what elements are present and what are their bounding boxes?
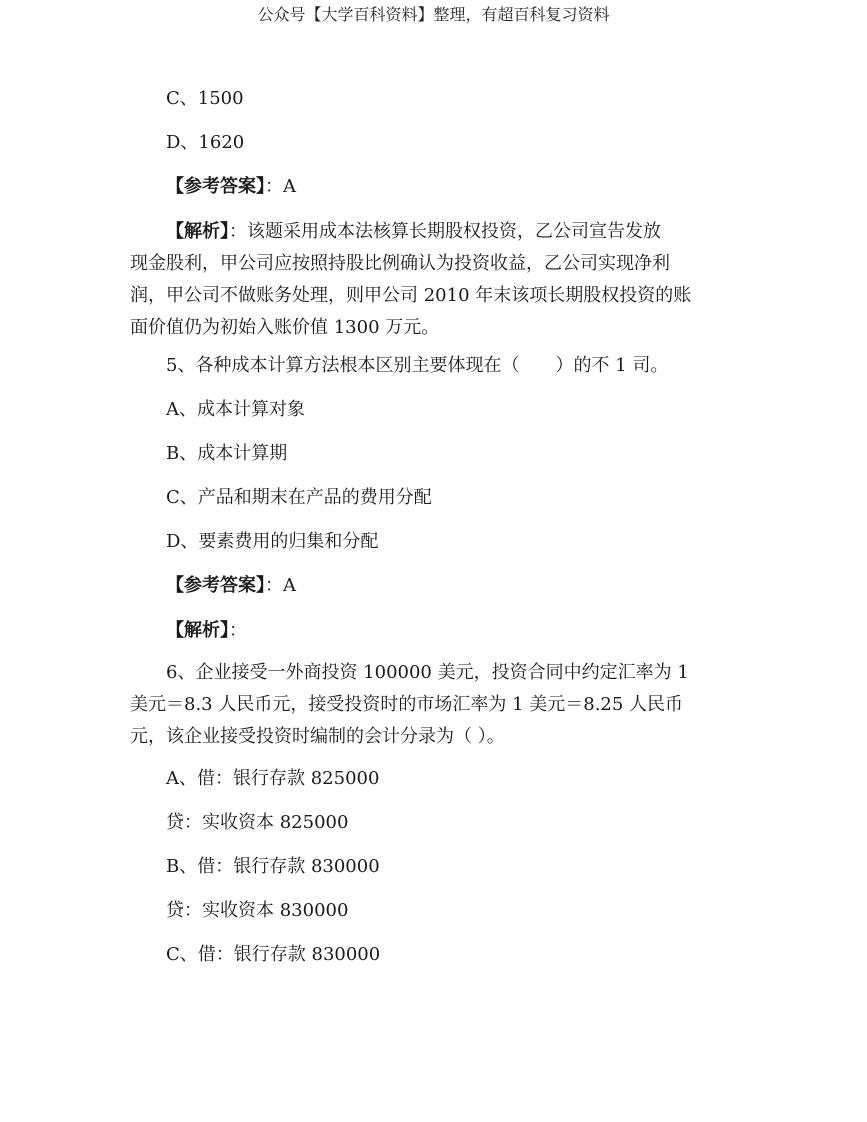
stem-line: 美元＝8.3 人民币元，接受投资时的市场汇率为 1 美元＝8.25 人民币 (130, 694, 684, 715)
analysis-label: 【解析】 (166, 620, 229, 641)
q4-answer (166, 174, 296, 200)
q5-option-d: D、要素费用的归集和分配 (166, 531, 379, 552)
answer-value: ：A (265, 575, 296, 596)
answer-label: 【参考答案】 (166, 575, 265, 596)
q4-option-d: D、1620 (166, 132, 245, 153)
q5-stem: 5、各种成本计算方法根本区别主要体现在（ ）的不 1 司。 (166, 355, 669, 376)
q5-option-a: A、成本计算对象 (166, 399, 305, 420)
analysis-label: 【解析】 (166, 221, 229, 242)
q6-b-debit: B、借：银行存款 830000 (166, 856, 380, 877)
answer-label: 【参考答案】 (166, 176, 265, 197)
q6-c-debit: C、借：银行存款 830000 (166, 944, 381, 965)
analysis-line: 面价值仍为初始入账价值 1300 万元。 (130, 317, 440, 338)
stem-line: 6、企业接受一外商投资 100000 美元，投资合同中约定汇率为 1 (166, 662, 689, 683)
analysis-line: 【解析】：该题采用成本法核算长期股权投资，乙公司宣告发放 (166, 221, 661, 242)
q5-option-b: B、成本计算期 (166, 443, 288, 464)
q6-a-debit: A、借：银行存款 825000 (166, 768, 380, 789)
analysis-line: 润，甲公司不做账务处理，则甲公司 2010 年末该项长期股权投资的账 (130, 285, 692, 306)
stem-line: 元，该企业接受投资时编制的会计分录为（ ）。 (130, 726, 505, 747)
q5-option-c: C、产品和期末在产品的费用分配 (166, 487, 432, 508)
q6-stem (130, 657, 730, 753)
q5-answer (166, 573, 296, 599)
analysis-line: 现金股利，甲公司应按照持股比例确认为投资收益，乙公司实现净利 (130, 253, 670, 274)
q4-analysis (130, 216, 730, 344)
q6-b-credit: 贷：实收资本 830000 (166, 900, 349, 921)
page-header: 公众号【大学百科资料】整理，有超百科复习资料 (257, 5, 610, 24)
analysis-value: ： (229, 620, 247, 641)
q6-a-credit: 贷：实收资本 825000 (166, 812, 349, 833)
q5-analysis (166, 618, 247, 644)
answer-value: ：A (265, 176, 296, 197)
q4-option-c: C、1500 (166, 88, 244, 109)
